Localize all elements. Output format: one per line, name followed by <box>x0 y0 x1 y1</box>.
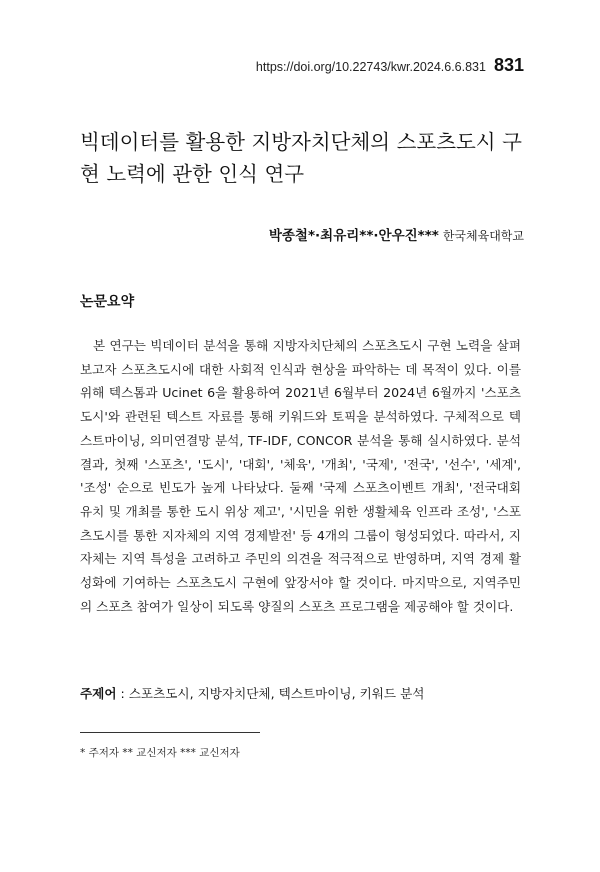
page-number: 831 <box>493 55 524 75</box>
paper-title: 빅데이터를 활용한 지방자치단체의 스포츠도시 구현 노력에 관한 인식 연구 <box>80 129 522 186</box>
keywords-line <box>80 683 521 702</box>
abstract-body: 본 연구는 빅데이터 분석을 통해 지방자치단체의 스포츠도시 구현 노력을 살펴보고자 스포츠도시에 대한 사회적 인식과 현상을 파악하는 데 목적이 있다. 이를 위해 텍스톰과 Ucinet 6을 활용하여 2021년 6월부터 2024년 6월까지 '스포츠도시'와 관련된 텍스트 자료를 통해 키워드와 토픽을 분석하였다. 구체적으로 텍스트마이닝, 의미연결망 분석, TF-IDF, CONCOR 분석을 통해 실시하였다. 분석 결과, 첫째 '스포츠', '도시', '대회', '체육', '개최', '국제', '전국', '선수', '세계', '조성' 순으로 빈도가 높게 나타났다. 둘째 '국제 스포츠이벤트 개최', '전국대회 유치 및 개최를 통한 도시 위상 제고', '시민을 위한 생활체육 인프라 조성', '스포츠도시를 통한 지자체의 지역 경제발전' 등 4개의 그룹이 형성되었다. 따라서, 지자체는 지역 특성을 고려하고 주민의 의견을 적극적으로 반영하며, 지역 경제 활성화에 기여하는 스포츠도시 구현에 앞장서야 할 것이다. 마지막으로, 지역주민의 스포츠 참여가 일상이 되도록 양질의 스포츠 프로그램을 제공해야 할 것이다. <box>80 338 521 614</box>
footnote: * 주저자 ** 교신저자 *** 교신저자 <box>80 747 240 759</box>
keywords-separator: : <box>116 686 129 701</box>
running-header <box>256 55 524 76</box>
footnote-divider <box>80 732 260 733</box>
keywords-label: 주제어 <box>80 686 117 701</box>
author-names: 박종철*·최유리**·안우진*** <box>268 228 439 244</box>
author-affiliation: 한국체육대학교 <box>442 229 524 243</box>
author-line <box>269 224 524 244</box>
keywords-value: 스포츠도시, 지방자치단체, 텍스트마이닝, 키워드 분석 <box>128 686 425 701</box>
abstract-heading: 논문요약 <box>80 294 135 310</box>
doi-link[interactable]: https://doi.org/10.22743/kwr.2024.6.6.831 <box>255 60 486 74</box>
